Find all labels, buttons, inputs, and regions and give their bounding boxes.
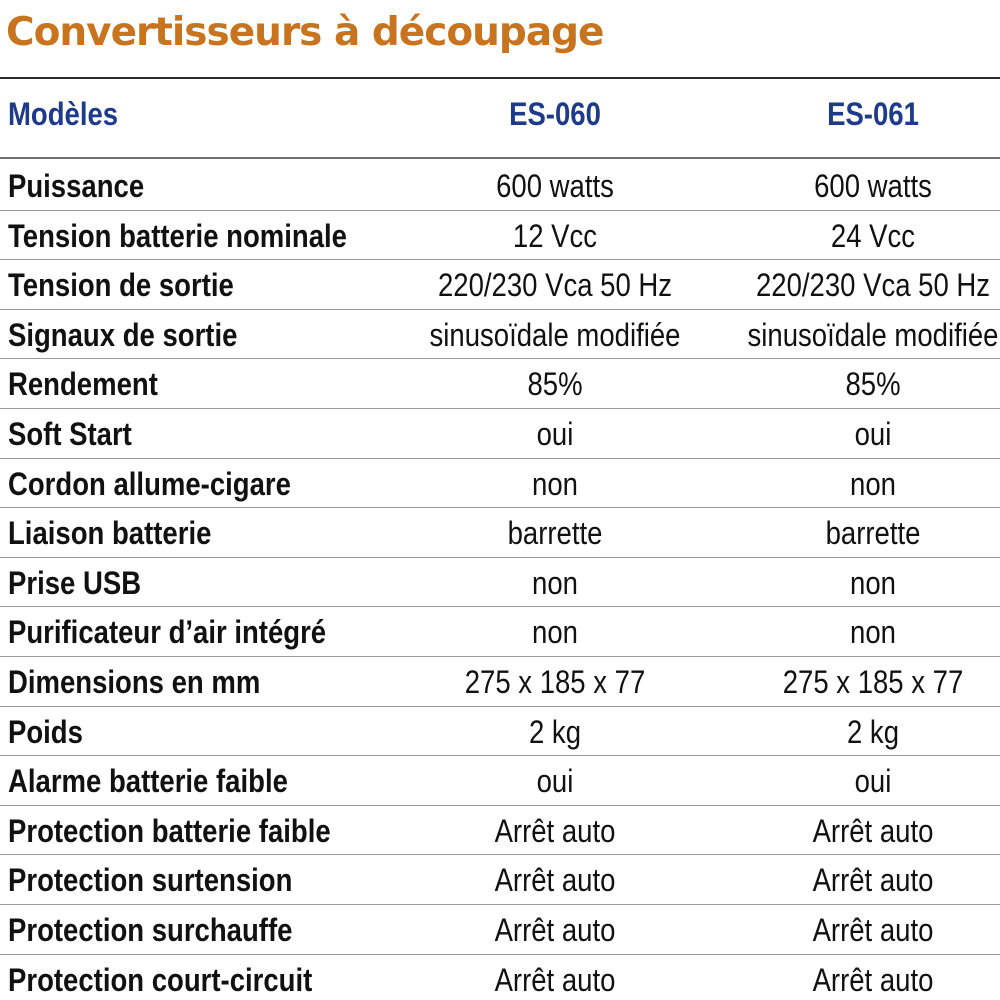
table-row xyxy=(0,409,1000,459)
row-value-es-061: oui xyxy=(854,415,892,452)
table-row xyxy=(0,905,1000,955)
row-label: Soft Start xyxy=(8,415,132,452)
row-label: Poids xyxy=(8,713,83,750)
row-label: Signaux de sortie xyxy=(8,316,238,353)
row-value-es-060: non xyxy=(532,614,578,651)
row-value-es-060: 12 Vcc xyxy=(512,217,598,254)
row-value-es-061: oui xyxy=(854,763,892,800)
row-value-es-061: 85% xyxy=(845,366,901,403)
row-label: Rendement xyxy=(8,366,158,403)
row-value-es-061: non xyxy=(850,465,896,502)
table-row xyxy=(0,558,1000,608)
row-value-es-060: 2 kg xyxy=(528,713,582,750)
row-value-es-061: Arrêt auto xyxy=(812,862,934,899)
row-label: Prise USB xyxy=(8,564,142,601)
row-value-es-060: oui xyxy=(536,415,574,452)
row-label: Purificateur d’air intégré xyxy=(8,614,327,651)
row-value-es-060: non xyxy=(532,564,578,601)
row-value-es-061: 2 kg xyxy=(846,713,900,750)
row-value-es-061: Arrêt auto xyxy=(812,911,934,948)
table-row xyxy=(0,607,1000,657)
row-label: Tension batterie nominale xyxy=(8,217,347,254)
table-row xyxy=(0,756,1000,806)
table-row xyxy=(0,310,1000,360)
header-bottom-rule xyxy=(0,157,1000,159)
row-value-es-061: 275 x 185 x 77 xyxy=(782,663,964,700)
row-value-es-060: 220/230 Vca 50 Hz xyxy=(437,267,673,304)
table-header xyxy=(0,79,1000,157)
row-label: Dimensions en mm xyxy=(8,663,261,700)
row-label: Liaison batterie xyxy=(8,515,212,552)
row-value-es-060: oui xyxy=(536,763,574,800)
row-label: Cordon allume-cigare xyxy=(8,465,291,502)
row-value-es-060: sinusoïdale modifiée xyxy=(429,316,681,353)
row-label: Tension de sortie xyxy=(8,267,234,304)
row-value-es-060: Arrêt auto xyxy=(494,961,616,998)
row-value-es-061: 220/230 Vca 50 Hz xyxy=(755,267,991,304)
row-value-es-061: Arrêt auto xyxy=(812,812,934,849)
table-row xyxy=(0,260,1000,310)
row-value-es-060: Arrêt auto xyxy=(494,911,616,948)
table-row xyxy=(0,161,1000,211)
row-value-es-061: non xyxy=(850,564,896,601)
table-row xyxy=(0,508,1000,558)
table-row xyxy=(0,955,1000,1000)
row-value-es-061: Arrêt auto xyxy=(812,961,934,998)
table-row xyxy=(0,707,1000,757)
row-value-es-060: non xyxy=(532,465,578,502)
page-title: Convertisseurs à découpage xyxy=(6,10,604,55)
header-model-2: ES-061 xyxy=(827,96,919,132)
row-label: Alarme batterie faible xyxy=(8,763,288,800)
row-value-es-060: 85% xyxy=(527,366,583,403)
row-label: Protection batterie faible xyxy=(8,812,331,849)
row-value-es-060: 600 watts xyxy=(496,168,614,204)
row-value-es-060: 275 x 185 x 77 xyxy=(464,663,646,700)
row-value-es-061: sinusoïdale modifiée xyxy=(747,316,999,353)
row-label: Protection court-circuit xyxy=(8,961,313,998)
row-value-es-061: barrette xyxy=(825,515,921,552)
spec-table-body xyxy=(0,161,1000,1000)
row-value-es-061: 24 Vcc xyxy=(830,217,916,254)
row-value-es-060: barrette xyxy=(507,515,603,552)
row-value-es-060: Arrêt auto xyxy=(494,812,616,849)
header-model-1: ES-060 xyxy=(509,96,601,132)
table-row xyxy=(0,359,1000,409)
header-label: Modèles xyxy=(8,96,119,132)
table-row xyxy=(0,855,1000,905)
table-row xyxy=(0,806,1000,856)
row-value-es-061: 600 watts xyxy=(814,168,932,204)
row-label: Puissance xyxy=(8,168,145,204)
row-label: Protection surchauffe xyxy=(8,911,293,948)
table-row xyxy=(0,459,1000,509)
row-label: Protection surtension xyxy=(8,862,293,899)
row-value-es-060: Arrêt auto xyxy=(494,862,616,899)
row-value-es-061: non xyxy=(850,614,896,651)
table-row xyxy=(0,211,1000,261)
table-row xyxy=(0,657,1000,707)
